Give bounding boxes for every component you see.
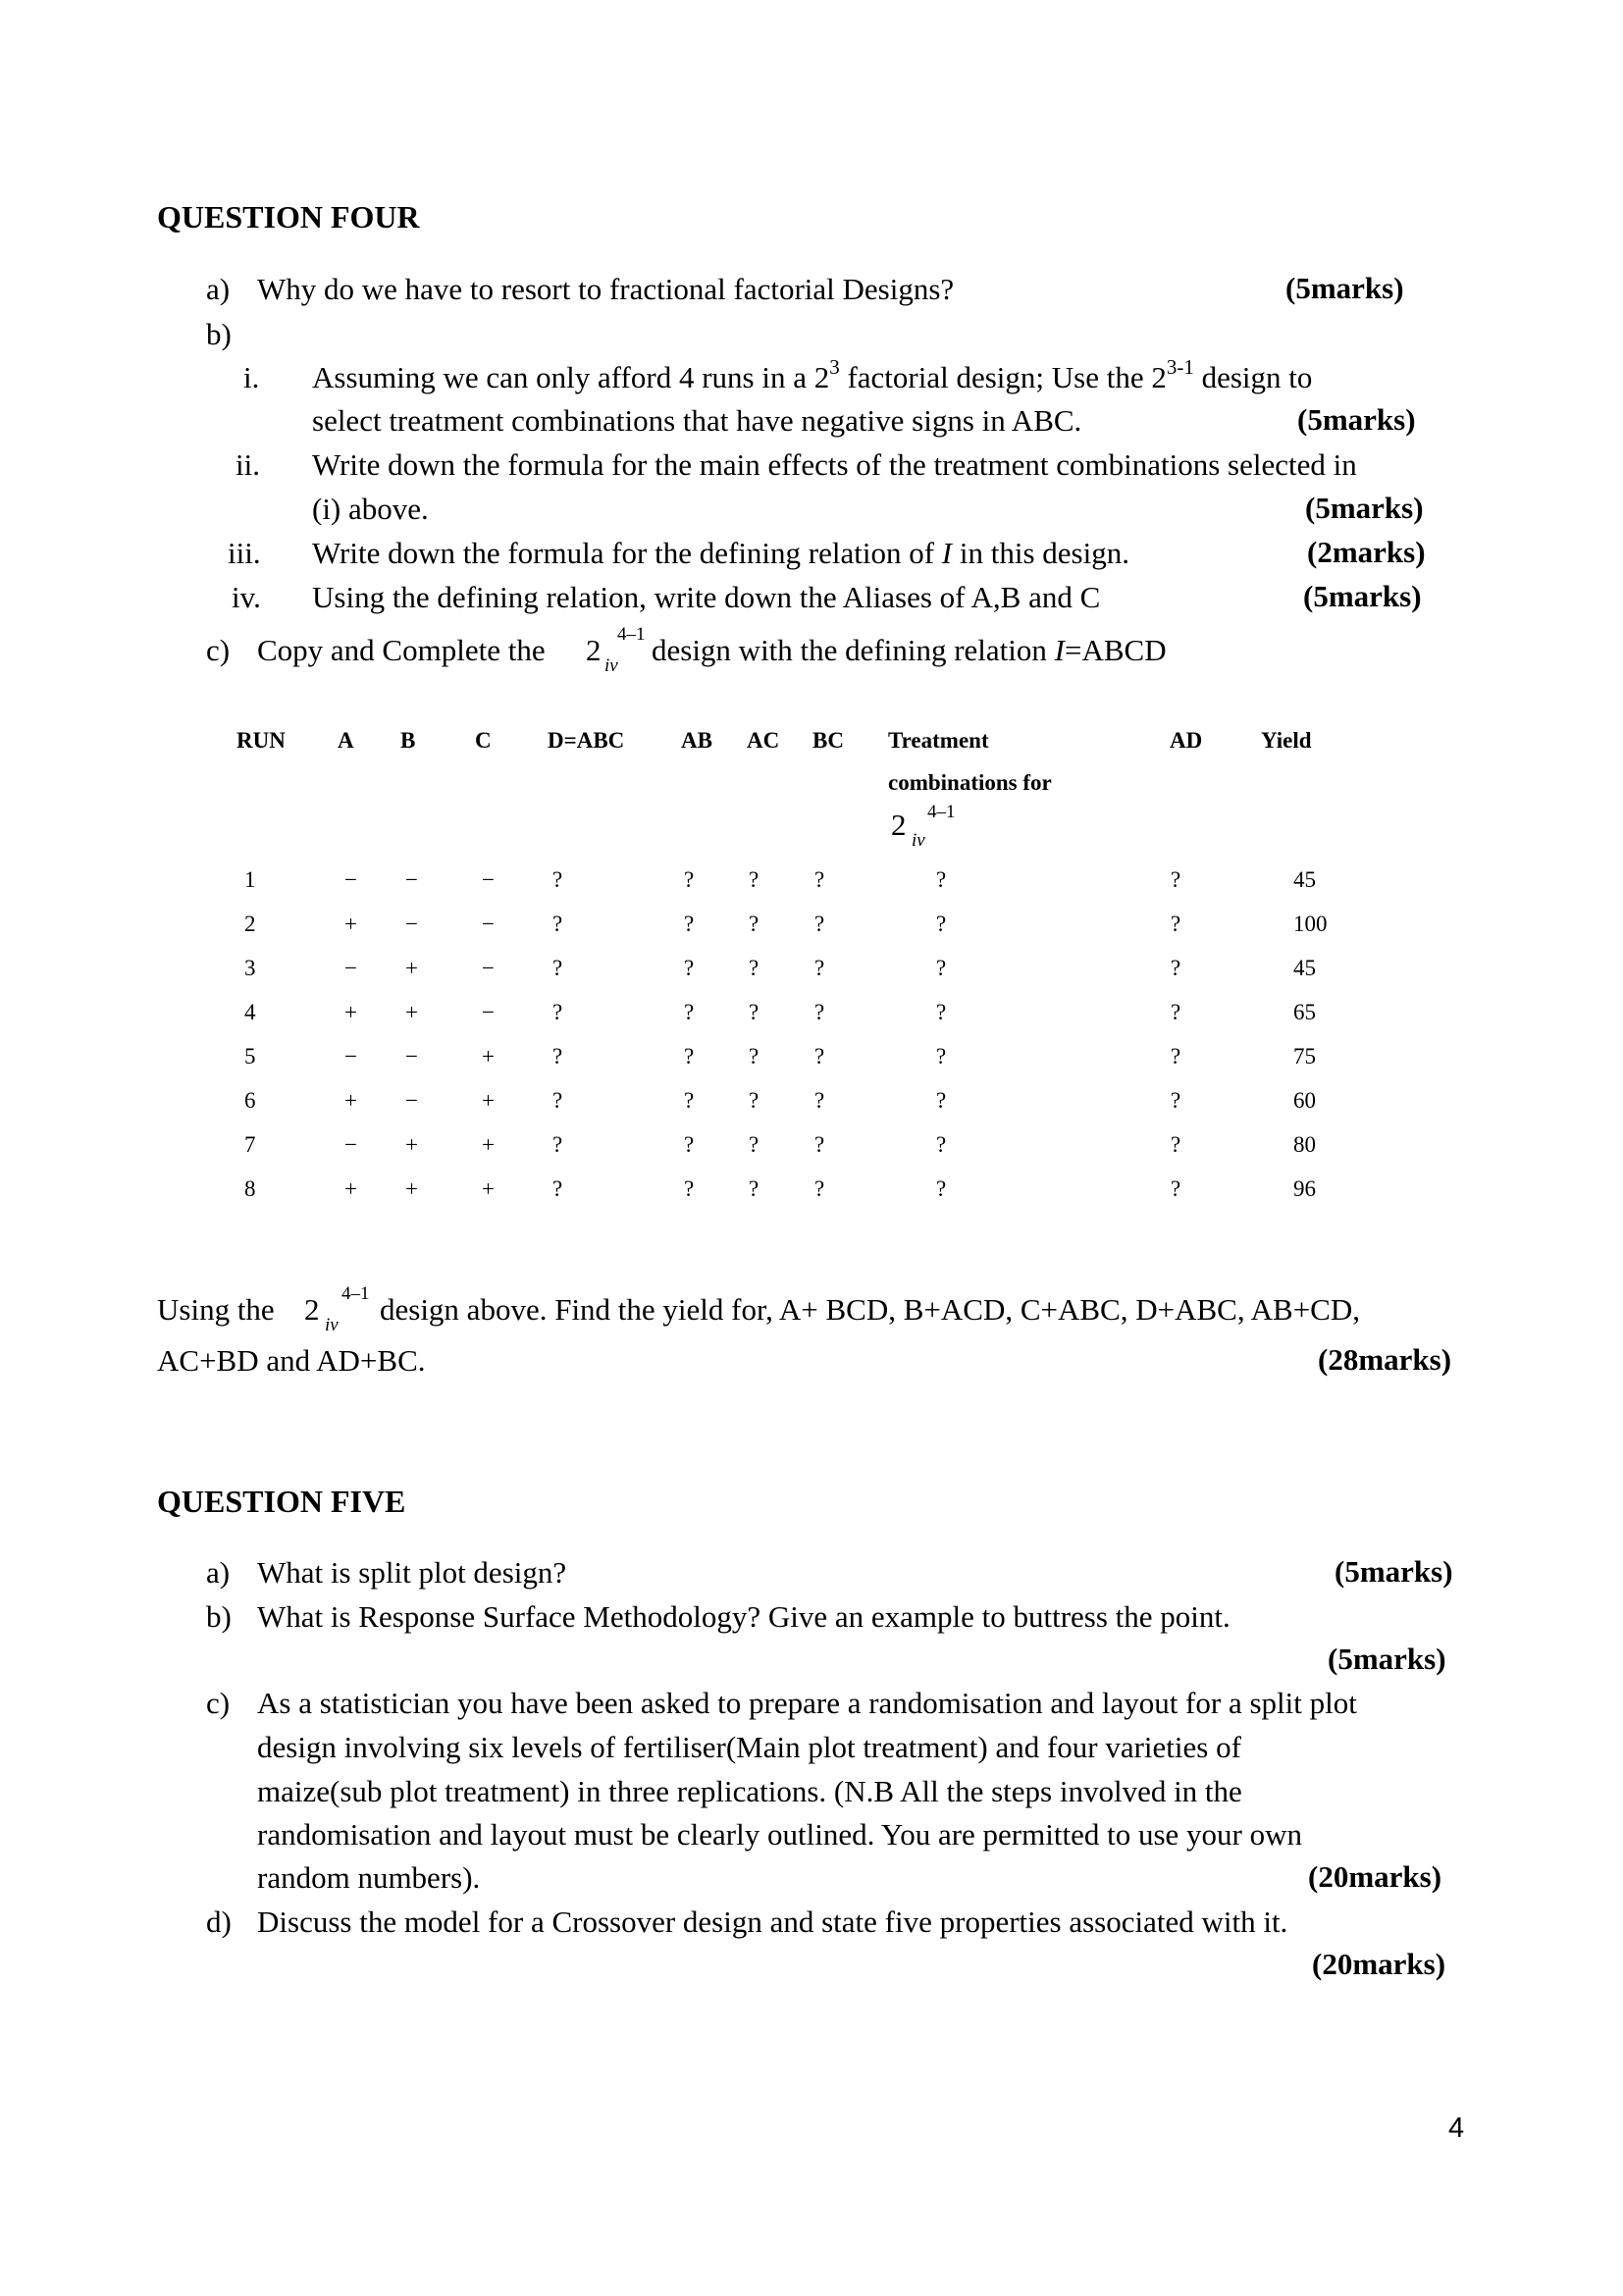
q4-a-text: Why do we have to resort to fractional factorial Designs? (257, 272, 955, 306)
cell-c: − (482, 912, 495, 936)
cell-a: + (344, 1000, 357, 1024)
col-header-treatment-power-base: 2 (891, 808, 907, 842)
cell-run: 1 (244, 867, 256, 892)
cell-bc: ? (814, 1176, 825, 1201)
q4-using-pre: Using the (157, 1292, 275, 1327)
col-header-treatment-power-sub: iv (912, 830, 925, 851)
col-header-run: RUN (236, 728, 286, 753)
cell-yield: 60 (1293, 1088, 1316, 1113)
q5-c-line4: randomisation and layout must be clearly outlined. You are permitted to use your own (257, 1817, 1302, 1852)
question-five-title: QUESTION FIVE (157, 1484, 406, 1519)
cell-bc: ? (814, 1000, 825, 1024)
page-number: 4 (1448, 2113, 1465, 2144)
q4-using-marks: (28marks) (1318, 1342, 1452, 1377)
q5-c-line3: maize(sub plot treatment) in three replications. (N.B All the steps involved in the (257, 1774, 1242, 1808)
q4-c-power-sup: 4–1 (617, 624, 646, 645)
cell-b: − (405, 1088, 418, 1113)
cell-d-abc: ? (552, 867, 563, 892)
cell-d-abc: ? (552, 912, 563, 936)
cell-b: − (405, 867, 418, 892)
q4-c-power-base: 2 (586, 633, 602, 667)
col-header-a: A (338, 728, 354, 753)
q5-b-text: What is Response Surface Methodology? Give an example to buttress the point. (257, 1599, 1230, 1634)
cell-yield: 75 (1293, 1044, 1316, 1069)
cell-treatment: ? (936, 1176, 947, 1201)
cell-ab: ? (684, 867, 695, 892)
cell-ac: ? (749, 956, 759, 980)
q4-using-power-base: 2 (304, 1292, 320, 1327)
cell-a: − (344, 956, 357, 980)
cell-treatment: ? (936, 956, 947, 980)
cell-bc: ? (814, 912, 825, 936)
q5-d-marks: (20marks) (1312, 1947, 1446, 1981)
q4-b-iii-marks: (2marks) (1307, 535, 1426, 569)
cell-ad: ? (1171, 867, 1181, 892)
cell-run: 4 (244, 1000, 256, 1024)
cell-ac: ? (749, 1000, 759, 1024)
q4-c-label: c) (206, 633, 231, 667)
q4-using-text: design above. Find the yield for, A+ BCD, B+ACD, C+ABC, D+ABC, AB+CD, (380, 1292, 1360, 1327)
q5-a-marks: (5marks) (1335, 1554, 1453, 1589)
cell-bc: ? (814, 1088, 825, 1113)
cell-d-abc: ? (552, 956, 563, 980)
cell-c: − (482, 956, 495, 980)
cell-run: 8 (244, 1176, 256, 1201)
q5-c-label: c) (206, 1686, 231, 1720)
cell-ab: ? (684, 1132, 695, 1157)
q4-a-marks: (5marks) (1285, 271, 1404, 305)
cell-a: − (344, 867, 357, 892)
question-four-title: QUESTION FOUR (157, 199, 420, 235)
cell-ac: ? (749, 1176, 759, 1201)
cell-treatment: ? (936, 1044, 947, 1069)
cell-ad: ? (1171, 912, 1181, 936)
q5-d-text: Discuss the model for a Crossover design and state five properties associated with it. (257, 1905, 1288, 1939)
cell-treatment: ? (936, 1132, 947, 1157)
cell-c: + (482, 1132, 495, 1157)
cell-ad: ? (1171, 1044, 1181, 1069)
col-header-c: C (475, 728, 492, 753)
cell-yield: 100 (1293, 912, 1328, 936)
cell-d-abc: ? (552, 1044, 563, 1069)
cell-ac: ? (749, 912, 759, 936)
cell-c: − (482, 867, 495, 892)
q5-a-label: a) (206, 1555, 231, 1590)
cell-c: + (482, 1088, 495, 1113)
cell-ab: ? (684, 1088, 695, 1113)
cell-a: + (344, 912, 357, 936)
cell-a: − (344, 1044, 357, 1069)
cell-run: 2 (244, 912, 256, 936)
cell-b: − (405, 912, 418, 936)
col-header-ad: AD (1170, 728, 1203, 753)
q4-b-i-line1: Assuming we can only afford 4 runs in a $2^3$ factorial design; Use the 2$^{3-1}$ design to (312, 355, 1313, 394)
q4-b-i-label: i. (243, 360, 260, 394)
cell-ab: ? (684, 1000, 695, 1024)
cell-c: + (482, 1176, 495, 1201)
cell-run: 6 (244, 1088, 256, 1113)
col-header-yield: Yield (1261, 728, 1312, 753)
cell-run: 7 (244, 1132, 256, 1157)
cell-ad: ? (1171, 1132, 1181, 1157)
q4-c-text: Copy and Complete the (257, 633, 546, 667)
cell-yield: 96 (1293, 1176, 1316, 1201)
cell-b: + (405, 956, 418, 980)
col-header-b: B (400, 728, 416, 753)
q4-using-power-sub: iv (325, 1315, 339, 1335)
cell-treatment: ? (936, 1000, 947, 1024)
cell-ad: ? (1171, 956, 1181, 980)
cell-ad: ? (1171, 1176, 1181, 1201)
cell-ab: ? (684, 912, 695, 936)
cell-d-abc: ? (552, 1000, 563, 1024)
q4-b-iv-text: Using the defining relation, write down the Aliases of A,B and C (312, 580, 1101, 614)
cell-c: − (482, 1000, 495, 1024)
cell-c: + (482, 1044, 495, 1069)
q4-a-label: a) (206, 272, 231, 306)
cell-a: + (344, 1176, 357, 1201)
cell-ab: ? (684, 1176, 695, 1201)
q4-c-text-post: design with the defining relation I=ABCD (652, 633, 1167, 667)
q4-b-ii-line1: Write down the formula for the main effects of the treatment combinations selected in (312, 447, 1357, 482)
q4-b-ii-line2: (i) above. (312, 492, 429, 526)
q5-b-label: b) (206, 1599, 232, 1634)
q4-b-iv-marks: (5marks) (1303, 579, 1422, 613)
q4-b-iii-text: Write down the formula for the defining relation of I in this design. (312, 536, 1129, 570)
q5-c-marks: (20marks) (1308, 1859, 1442, 1894)
cell-yield: 45 (1293, 867, 1316, 892)
cell-yield: 80 (1293, 1132, 1316, 1157)
cell-ad: ? (1171, 1000, 1181, 1024)
cell-b: + (405, 1000, 418, 1024)
cell-ac: ? (749, 1132, 759, 1157)
q5-b-marks: (5marks) (1328, 1642, 1446, 1676)
col-header-d-abc: D=ABC (548, 728, 625, 753)
q5-c-line5: random numbers). (257, 1860, 481, 1895)
cell-b: + (405, 1176, 418, 1201)
cell-treatment: ? (936, 867, 947, 892)
cell-run: 3 (244, 956, 256, 980)
q4-c-power-sub: iv (604, 655, 618, 676)
col-header-treatment-power-sup: 4–1 (927, 802, 956, 822)
q4-b-i-line2: select treatment combinations that have negative signs in ABC. (312, 403, 1082, 438)
cell-bc: ? (814, 867, 825, 892)
cell-a: + (344, 1088, 357, 1113)
cell-ac: ? (749, 1044, 759, 1069)
cell-bc: ? (814, 1132, 825, 1157)
cell-d-abc: ? (552, 1132, 563, 1157)
q4-b-ii-label: ii. (236, 447, 260, 482)
cell-run: 5 (244, 1044, 256, 1069)
cell-bc: ? (814, 1044, 825, 1069)
cell-ab: ? (684, 956, 695, 980)
col-header-ac: AC (747, 728, 780, 753)
cell-yield: 65 (1293, 1000, 1316, 1024)
cell-ac: ? (749, 867, 759, 892)
q5-c-line2: design involving six levels of fertiliser(Main plot treatment) and four varieties of (257, 1730, 1241, 1764)
q4-using-line2: AC+BD and AD+BC. (157, 1343, 426, 1378)
cell-ad: ? (1171, 1088, 1181, 1113)
cell-d-abc: ? (552, 1176, 563, 1201)
col-header-treatment-line2: combinations for (888, 770, 1052, 795)
cell-b: − (405, 1044, 418, 1069)
cell-a: − (344, 1132, 357, 1157)
col-header-bc: BC (812, 728, 844, 753)
cell-d-abc: ? (552, 1088, 563, 1113)
q5-a-text: What is split plot design? (257, 1555, 567, 1590)
cell-b: + (405, 1132, 418, 1157)
q4-b-label: b) (206, 317, 232, 351)
cell-ac: ? (749, 1088, 759, 1113)
col-header-ab: AB (681, 728, 712, 753)
q4-b-ii-marks: (5marks) (1305, 491, 1424, 525)
cell-bc: ? (814, 956, 825, 980)
cell-treatment: ? (936, 912, 947, 936)
cell-treatment: ? (936, 1088, 947, 1113)
q5-c-line1: As a statistician you have been asked to prepare a randomisation and layout for a split plot (257, 1686, 1357, 1720)
q4-using-power-sup: 4–1 (341, 1283, 370, 1304)
q4-b-iv-label: iv. (232, 580, 261, 614)
q5-d-label: d) (206, 1905, 232, 1939)
q4-b-i-marks: (5marks) (1297, 402, 1416, 437)
col-header-treatment: Treatment (888, 728, 989, 753)
cell-ab: ? (684, 1044, 695, 1069)
cell-yield: 45 (1293, 956, 1316, 980)
q4-b-iii-label: iii. (228, 536, 261, 570)
